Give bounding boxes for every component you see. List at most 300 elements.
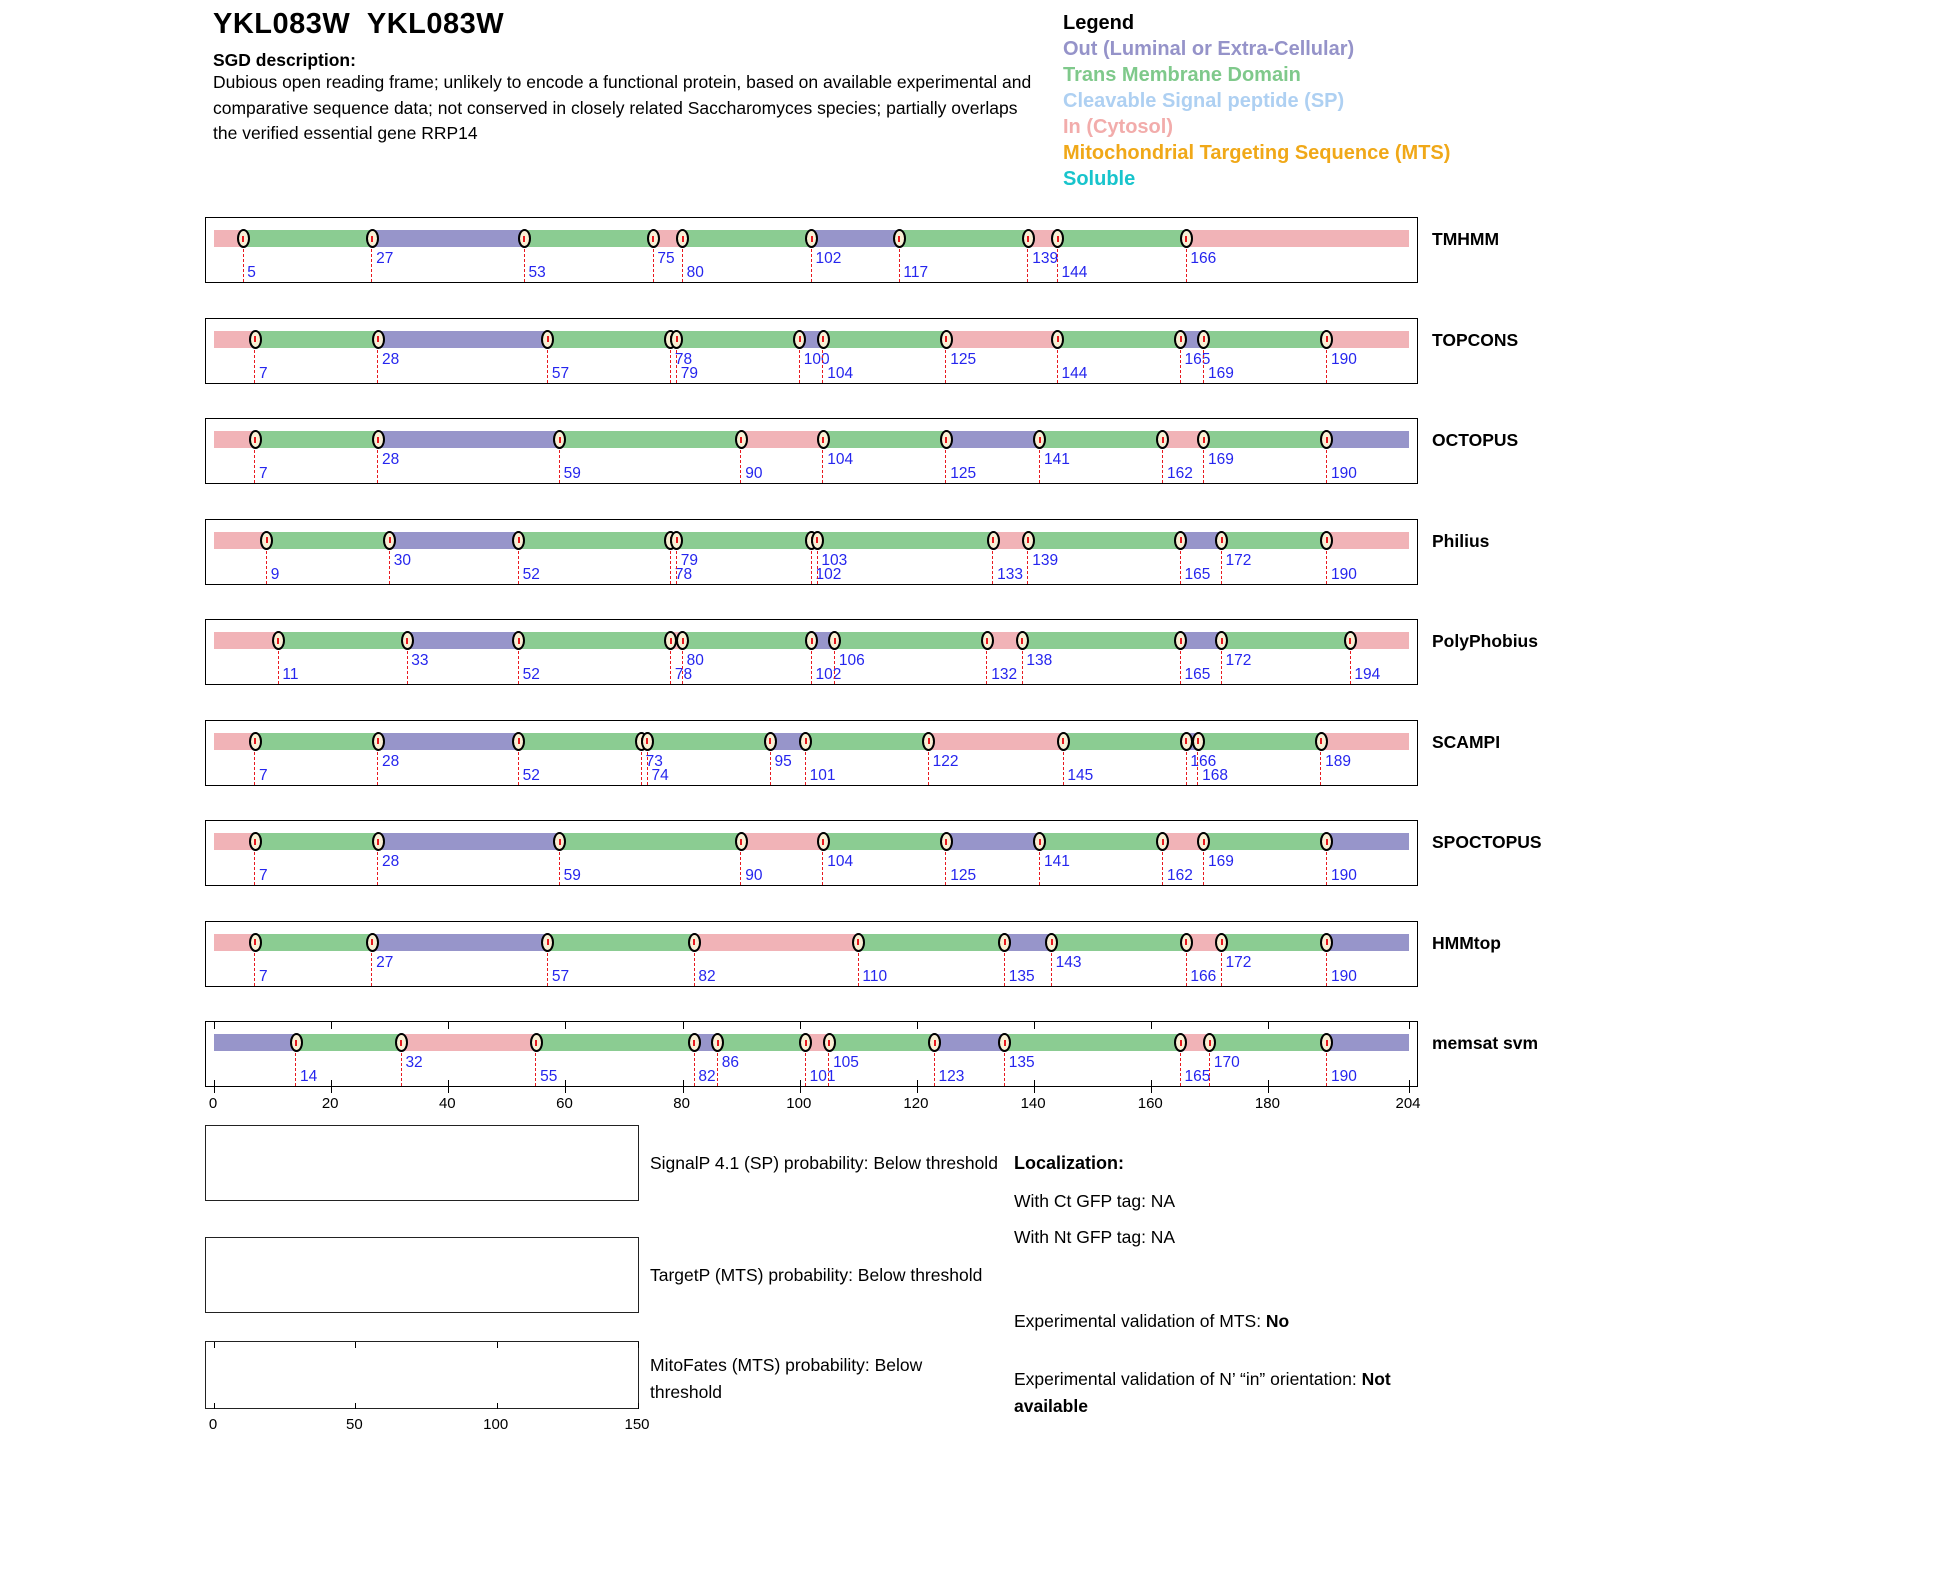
boundary-marker — [799, 732, 812, 751]
boundary-marker — [512, 531, 525, 550]
residue-number: 53 — [528, 264, 546, 281]
track-label-hmmtop: HMMtop — [1432, 932, 1502, 953]
boundary-marker — [735, 832, 748, 851]
topology-segment-tm — [255, 733, 378, 750]
axis-tick — [1034, 1022, 1035, 1029]
topology-segment-out — [812, 230, 900, 247]
marker-dash — [822, 336, 824, 342]
residue-number: 145 — [1067, 766, 1094, 784]
topology-segment-tm — [1022, 632, 1180, 649]
topology-segment-in — [1350, 632, 1409, 649]
boundary-marker — [1022, 531, 1035, 550]
topology-segment-tm — [536, 1034, 694, 1051]
topology-segment-out — [372, 934, 548, 951]
targetp-plot-box — [205, 1237, 639, 1313]
residue-number: 125 — [950, 867, 977, 884]
boundary-marker — [1344, 631, 1357, 650]
topology-segment-in — [694, 934, 858, 951]
residue-number: 55 — [540, 1068, 558, 1085]
topology-segment-tm — [1222, 934, 1327, 951]
marker-dash — [898, 236, 900, 242]
topology-segment-tm — [823, 833, 946, 850]
topology-segment-in — [741, 833, 823, 850]
marker-dash — [406, 638, 408, 644]
topology-segment-tm — [683, 632, 812, 649]
signalp-plot-box — [205, 1125, 639, 1201]
residue-number: 141 — [1043, 451, 1070, 468]
marker-dash — [518, 537, 520, 543]
residue-number: 144 — [1061, 264, 1088, 281]
marker-dash — [799, 336, 801, 342]
residue-number: 170 — [1213, 1054, 1240, 1071]
boundary-marker — [1315, 732, 1328, 751]
marker-dash — [377, 336, 379, 342]
marker-dash — [822, 437, 824, 443]
axis-tick — [448, 1080, 449, 1087]
signalp-plot-label: SignalP 4.1 (SP) probability: Below threshold — [650, 1153, 998, 1173]
residue-number: 79 — [680, 551, 699, 569]
residue-number: 105 — [833, 1054, 859, 1071]
residue-number: 166 — [1190, 967, 1217, 985]
topology-segment-tm — [1028, 532, 1180, 549]
boundary-marker — [764, 732, 777, 751]
topology-segment-in — [214, 532, 267, 549]
residue-number: 5 — [247, 264, 256, 281]
marker-dash — [945, 437, 947, 443]
boundary-marker — [372, 732, 385, 751]
residue-number: 57 — [551, 364, 570, 382]
boundary-marker — [1180, 229, 1193, 248]
residue-number: 166 — [1190, 752, 1217, 770]
axis-tick — [565, 1022, 566, 1029]
track-row-spoctopus — [205, 820, 1418, 886]
topology-segment-tm — [1222, 532, 1327, 549]
topology-segment-tm — [519, 733, 642, 750]
marker-dash — [769, 738, 771, 744]
topology-segment-tm — [243, 230, 372, 247]
topology-segment-tm — [1052, 934, 1187, 951]
axis-tick — [355, 1342, 356, 1348]
topology-segment-tm — [548, 331, 671, 348]
boundary-marker — [1016, 631, 1029, 650]
mts-validation-value: No — [1265, 1311, 1290, 1331]
marker-dash — [547, 939, 549, 945]
track-row-scampi — [205, 720, 1418, 786]
axis-tick-label: 180 — [1254, 1095, 1280, 1112]
track-row-tmhmm — [205, 217, 1418, 283]
boundary-marker — [823, 1033, 836, 1052]
marker-dash — [277, 638, 279, 644]
residue-number: 7 — [259, 364, 268, 382]
residue-number: 28 — [382, 451, 400, 468]
topology-segment-tm — [1063, 733, 1186, 750]
axis-tick — [1034, 1087, 1035, 1093]
axis-tick — [917, 1022, 918, 1029]
marker-dash — [1326, 437, 1328, 443]
marker-dash — [646, 738, 648, 744]
boundary-marker — [249, 732, 262, 751]
boundary-marker — [928, 1033, 941, 1052]
track-row-hmmtop — [205, 921, 1418, 987]
residue-number: 190 — [1330, 565, 1357, 583]
boundary-marker — [1022, 229, 1035, 248]
axis-tick — [1409, 1080, 1410, 1087]
track-label-octopus: OCTOPUS — [1432, 430, 1519, 450]
residue-number: 190 — [1330, 350, 1357, 368]
topology-segment-tm — [548, 934, 694, 951]
boundary-marker — [1180, 732, 1193, 751]
marker-dash — [682, 236, 684, 242]
residue-number: 172 — [1225, 953, 1252, 971]
topology-segment-in — [1186, 230, 1409, 247]
topology-segment-out — [378, 733, 519, 750]
marker-dash — [1326, 537, 1328, 543]
boundary-marker — [401, 631, 414, 650]
track-label-memsat-svm: memsat svm — [1432, 1033, 1539, 1053]
residue-number: 104 — [827, 853, 854, 870]
axis-tick-label: 204 — [1395, 1095, 1421, 1112]
marker-dash — [1180, 638, 1182, 644]
marker-dash — [1203, 437, 1205, 443]
boundary-marker — [1174, 531, 1187, 550]
axis-tick — [565, 1087, 566, 1093]
localization-title: Localization: — [1014, 1153, 1125, 1173]
topology-segment-tm — [677, 532, 812, 549]
topology-segment-out — [378, 431, 560, 448]
mitofates-plot-label: MitoFates (MTS) probability: Below threshold — [650, 1355, 923, 1402]
boundary-marker — [670, 531, 683, 550]
residue-number: 102 — [815, 565, 842, 583]
topology-segment-tm — [1058, 230, 1187, 247]
topology-segment-in — [1321, 733, 1409, 750]
boundary-marker — [372, 832, 385, 851]
residue-number: 122 — [932, 752, 959, 770]
axis-tick — [1151, 1087, 1152, 1093]
residue-number: 165 — [1184, 565, 1211, 583]
marker-dash — [857, 939, 859, 945]
topology-segment-in — [741, 431, 823, 448]
marker-dash — [992, 537, 994, 543]
topology-segment-tm — [823, 431, 946, 448]
legend-title: Legend — [1063, 12, 1135, 34]
boundary-marker — [260, 531, 273, 550]
topology-segment-tm — [1198, 733, 1321, 750]
boundary-marker — [805, 229, 818, 248]
topology-segment-tm — [677, 331, 800, 348]
boundary-marker — [1215, 631, 1228, 650]
axis-tick — [1151, 1080, 1152, 1087]
residue-number: 169 — [1207, 451, 1234, 468]
marker-dash — [811, 236, 813, 242]
residue-number: 168 — [1202, 766, 1228, 784]
residue-number: 190 — [1330, 465, 1357, 482]
marker-dash — [1326, 336, 1328, 342]
boundary-marker — [395, 1033, 408, 1052]
topology-segment-out — [372, 230, 524, 247]
residue-number: 102 — [815, 666, 842, 683]
topology-segment-tm — [899, 230, 1028, 247]
boundary-marker — [541, 933, 554, 952]
residue-number: 30 — [393, 551, 411, 569]
topology-segment-tm — [278, 632, 407, 649]
targetp-plot-label: TargetP (MTS) probability: Below threshold — [650, 1265, 983, 1285]
marker-dash — [811, 638, 813, 644]
axis-tick — [1034, 1080, 1035, 1087]
residue-number: 101 — [809, 1068, 836, 1085]
axis-tick — [917, 1080, 918, 1087]
boundary-marker — [670, 330, 683, 349]
axis-tick — [683, 1087, 684, 1093]
topology-segment-out — [1327, 1034, 1409, 1051]
residue-number: 28 — [382, 350, 400, 368]
axis-tick — [214, 1342, 215, 1348]
track-label-philius: Philius — [1432, 530, 1490, 551]
marker-dash — [934, 1040, 936, 1046]
axis-tick — [331, 1080, 332, 1087]
residue-number: 165 — [1184, 1068, 1211, 1085]
marker-dash — [652, 236, 654, 242]
residue-number: 78 — [674, 666, 693, 683]
axis-tick — [1409, 1022, 1410, 1029]
residue-number: 52 — [522, 666, 540, 683]
marker-dash — [945, 839, 947, 845]
topology-segment-out — [1327, 833, 1409, 850]
axis-tick — [800, 1080, 801, 1087]
topology-segment-out — [1327, 934, 1409, 951]
axis-tick — [1268, 1022, 1269, 1029]
marker-dash — [254, 738, 256, 744]
residue-number: 80 — [686, 652, 704, 669]
boundary-marker — [893, 229, 906, 248]
residue-number: 132 — [991, 666, 1018, 683]
mts-validation-prefix: Experimental validation of MTS: — [1014, 1311, 1266, 1331]
marker-dash — [822, 839, 824, 845]
boundary-marker — [940, 832, 953, 851]
topology-segment-out — [946, 431, 1040, 448]
axis-tick-label: 0 — [208, 1416, 218, 1433]
topology-segment-tm — [1222, 632, 1351, 649]
axis-tick — [331, 1022, 332, 1029]
orientation-validation-line — [1014, 1366, 1456, 1420]
topology-segment-tm — [296, 1034, 401, 1051]
marker-dash — [1162, 839, 1164, 845]
residue-number: 11 — [282, 666, 299, 683]
axis-tick — [638, 1342, 639, 1348]
topology-segment-in — [1327, 532, 1409, 549]
residue-number: 59 — [563, 867, 581, 884]
residue-number: 86 — [721, 1054, 740, 1071]
marker-dash — [1057, 236, 1059, 242]
axis-tick — [448, 1087, 449, 1093]
marker-dash — [828, 1040, 830, 1046]
axis-tick-label: 140 — [1020, 1095, 1046, 1112]
boundary-marker — [998, 933, 1011, 952]
track-label-polyphobius: PolyPhobius — [1432, 631, 1538, 651]
residue-number: 144 — [1061, 364, 1088, 382]
topology-segment-out — [378, 833, 560, 850]
axis-tick-label: 150 — [624, 1416, 650, 1433]
axis-tick — [638, 1403, 639, 1409]
topology-segment-tm — [255, 934, 372, 951]
marker-dash — [693, 1040, 695, 1046]
residue-number: 138 — [1026, 652, 1053, 669]
marker-dash — [254, 939, 256, 945]
track-label-topcons: TOPCONS — [1432, 329, 1519, 350]
boundary-marker — [1192, 732, 1205, 751]
residue-number: 162 — [1166, 867, 1193, 884]
axis-tick — [683, 1080, 684, 1087]
marker-dash — [670, 638, 672, 644]
axis-tick-label: 160 — [1137, 1095, 1163, 1112]
axis-tick — [800, 1087, 801, 1093]
boundary-marker — [641, 732, 654, 751]
topology-segment-tm — [255, 833, 378, 850]
topology-segment-tm — [1204, 331, 1327, 348]
axis-tick-label: 100 — [786, 1095, 812, 1112]
marker-dash — [1039, 839, 1041, 845]
residue-number: 52 — [522, 766, 540, 784]
axis-tick-label: 40 — [438, 1095, 456, 1112]
residue-number: 169 — [1207, 853, 1234, 870]
residue-number: 162 — [1166, 465, 1193, 482]
residue-number: 75 — [657, 250, 675, 267]
topology-segment-tm — [806, 733, 929, 750]
axis-tick — [1268, 1080, 1269, 1087]
axis-tick — [1151, 1022, 1152, 1029]
topology-segment-tm — [718, 1034, 806, 1051]
marker-dash — [1051, 939, 1053, 945]
residue-number: 125 — [950, 350, 977, 368]
topology-segment-out — [1327, 431, 1409, 448]
boundary-marker — [383, 531, 396, 550]
residue-number: 90 — [745, 465, 763, 482]
marker-dash — [1326, 939, 1328, 945]
topology-segment-out — [214, 1034, 296, 1051]
residue-number: 27 — [376, 953, 394, 971]
boundary-marker — [249, 330, 262, 349]
track-label-tmhmm: TMHMM — [1432, 229, 1500, 249]
residue-number: 78 — [674, 350, 693, 368]
residue-number: 95 — [774, 752, 792, 770]
axis-tick-label: 20 — [321, 1095, 339, 1112]
track-label-spoctopus: SPOCTOPUS — [1432, 832, 1542, 852]
residue-number: 190 — [1330, 867, 1357, 884]
topology-segment-tm — [255, 431, 378, 448]
boundary-marker — [249, 933, 262, 952]
boundary-marker — [249, 430, 262, 449]
marker-dash — [1057, 336, 1059, 342]
legend-item-soluble: Soluble — [1063, 168, 1136, 190]
boundary-marker — [1051, 229, 1064, 248]
marker-dash — [682, 638, 684, 644]
axis-tick-label: 80 — [673, 1095, 690, 1112]
boundary-marker — [1174, 631, 1187, 650]
topology-segment-tm — [823, 331, 946, 348]
boundary-marker — [811, 531, 824, 550]
residue-number: 165 — [1184, 350, 1211, 368]
residue-number: 106 — [838, 652, 865, 669]
axis-tick — [800, 1022, 801, 1029]
marker-dash — [377, 839, 379, 845]
page-title: YKL083W YKL083W — [213, 8, 505, 40]
marker-dash — [740, 437, 742, 443]
residue-number: 59 — [563, 465, 581, 482]
boundary-marker — [541, 330, 554, 349]
topology-segment-tm — [519, 532, 671, 549]
axis-tick — [497, 1403, 498, 1409]
marker-dash — [1203, 336, 1205, 342]
residue-number: 102 — [815, 250, 842, 267]
residue-number: 165 — [1184, 666, 1211, 683]
residue-number: 169 — [1207, 364, 1234, 382]
gfp-nt-line: With Nt GFP tag: NA — [1014, 1227, 1176, 1247]
boundary-marker — [817, 832, 830, 851]
track-row-topcons — [205, 318, 1418, 384]
topology-segment-tm — [1058, 331, 1181, 348]
boundary-marker — [647, 229, 660, 248]
marker-dash — [1185, 939, 1187, 945]
track-row-polyphobius — [205, 619, 1418, 685]
marker-dash — [377, 738, 379, 744]
axis-tick-label: 60 — [556, 1095, 573, 1112]
boundary-marker — [1215, 933, 1228, 952]
marker-dash — [1221, 537, 1223, 543]
marker-dash — [1027, 236, 1029, 242]
residue-number: 7 — [259, 465, 268, 482]
residue-number: 190 — [1330, 1068, 1357, 1085]
axis-tick-label: 50 — [345, 1416, 363, 1433]
topology-segment-tm — [255, 331, 378, 348]
marker-dash — [1185, 738, 1187, 744]
boundary-marker — [1174, 1033, 1187, 1052]
boundary-marker — [940, 330, 953, 349]
axis-tick — [565, 1080, 566, 1087]
residue-number: 133 — [997, 565, 1023, 583]
residue-number: 80 — [686, 264, 704, 281]
marker-dash — [547, 336, 549, 342]
marker-dash — [254, 839, 256, 845]
marker-dash — [1180, 1040, 1182, 1046]
marker-dash — [559, 437, 561, 443]
boundary-marker — [852, 933, 865, 952]
marker-dash — [1221, 939, 1223, 945]
boundary-marker — [817, 330, 830, 349]
topology-segment-in — [214, 632, 278, 649]
marker-dash — [266, 537, 268, 543]
residue-number: 103 — [821, 551, 848, 569]
axis-tick — [1268, 1087, 1269, 1093]
marker-dash — [717, 1040, 719, 1046]
marker-dash — [1209, 1040, 1211, 1046]
boundary-marker — [372, 330, 385, 349]
marker-dash — [676, 537, 678, 543]
topology-segment-tm — [1005, 1034, 1181, 1051]
axis-tick — [214, 1087, 215, 1093]
marker-dash — [254, 336, 256, 342]
topology-segment-out — [390, 532, 519, 549]
marker-dash — [1326, 839, 1328, 845]
legend-item-mts: Mitochondrial Targeting Sequence (MTS) — [1063, 142, 1451, 164]
topology-segment-tm — [1210, 1034, 1327, 1051]
boundary-marker — [940, 430, 953, 449]
topology-segment-in — [1327, 331, 1409, 348]
marker-dash — [1197, 738, 1199, 744]
marker-dash — [1203, 839, 1205, 845]
topology-segment-tm — [560, 431, 742, 448]
boundary-marker — [1180, 933, 1193, 952]
marker-dash — [535, 1040, 537, 1046]
boundary-marker — [987, 531, 1000, 550]
